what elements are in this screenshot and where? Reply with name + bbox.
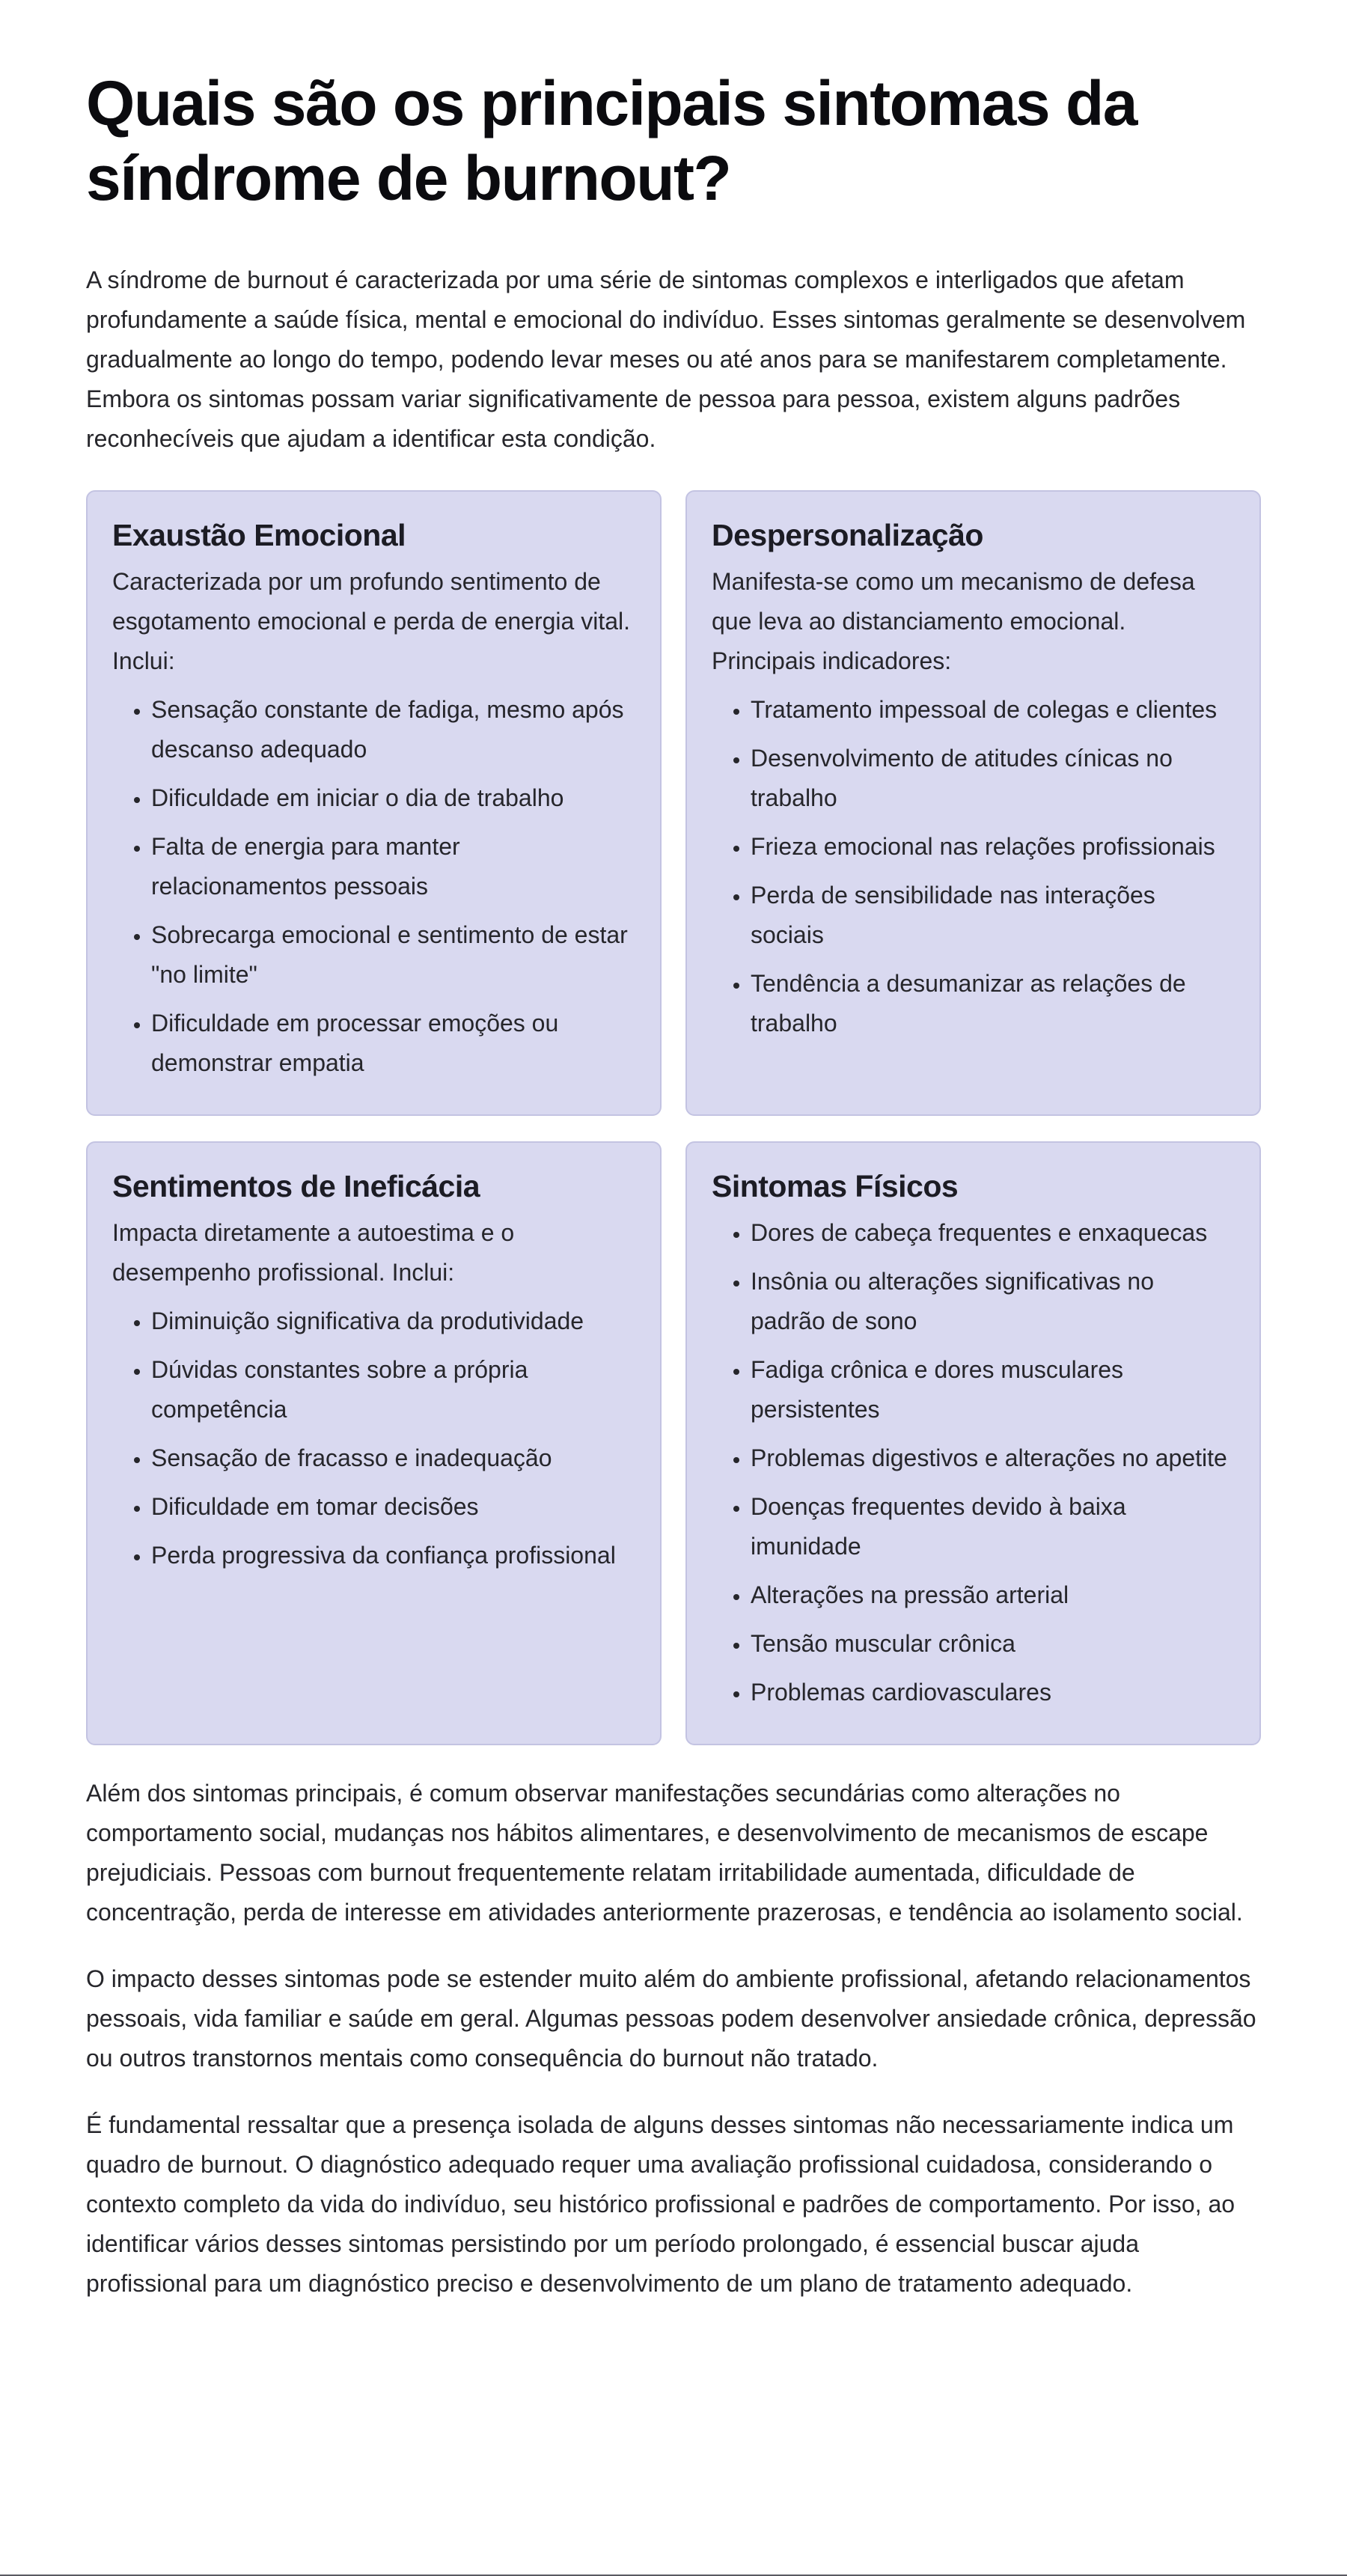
diagnosis-paragraph: É fundamental ressaltar que a presença isolada de alguns desses sintomas não necessariamente indica um quadro de burnout. O diagnóstico adequado requer uma avaliação profissional cuidadosa, considerando o contexto completo da vida do indivíduo, seu histórico profissional e padrões de comportamento. Por isso, ao identificar vários desses sintomas persistindo por um período prolongado, é essencial buscar ajuda profissional para um diagnóstico preciso e desenvolvimento de um plano de tratamento adequado. <box>86 2111 1235 2297</box>
list-item: • Tendência a desumanizar as relações de trabalho <box>751 964 1234 1043</box>
card-title: Sintomas Físicos <box>712 1169 959 1203</box>
card-despersonalizacao <box>685 490 1261 1116</box>
card-title: Despersonalização <box>712 518 983 552</box>
list-item: • Dificuldade em processar emoções ou demonstrar empatia <box>151 1004 635 1083</box>
list-item: • Desenvolvimento de atitudes cínicas no trabalho <box>751 739 1234 818</box>
secondary-symptoms-paragraph: Além dos sintomas principais, é comum observar manifestações secundárias como alterações no comportamento social, mudanças nos hábitos alimentares, e desenvolvimento de mecanismos de escape prejudiciais. Pessoas com burnout frequentemente relatam irritabilidade aumentada, dificuldade de concentração, perda de interesse em atividades anteriormente prazerosas, e tendência ao isolamento social. <box>86 1780 1243 1926</box>
list-item: • Falta de energia para manter relacionamentos pessoais <box>151 827 635 906</box>
list-item: • Tensão muscular crônica <box>751 1624 1234 1664</box>
list-item: • Sensação de fracasso e inadequação <box>151 1438 635 1478</box>
card-description: Manifesta-se como um mecanismo de defesa que leva ao distanciamento emocional. Principais indicadores: <box>712 568 1195 674</box>
list-item: • Problemas digestivos e alterações no apetite <box>751 1438 1234 1478</box>
list-item: • Alterações na pressão arterial <box>751 1575 1234 1615</box>
symptom-list <box>112 690 635 1083</box>
list-item: • Problemas cardiovasculares <box>751 1673 1234 1712</box>
symptom-list <box>112 1301 635 1575</box>
list-item: • Diminuição significativa da produtividade <box>151 1301 635 1341</box>
card-title: Exaustão Emocional <box>112 518 406 552</box>
list-item: • Insônia ou alterações significativas no padrão de sono <box>751 1262 1234 1341</box>
list-item: • Tratamento impessoal de colegas e clientes <box>751 690 1234 730</box>
list-item: • Perda progressiva da confiança profissional <box>151 1536 635 1575</box>
card-exaustao-emocional <box>86 490 662 1116</box>
impact-paragraph: O impacto desses sintomas pode se estender muito além do ambiente profissional, afetando relacionamentos pessoais, vida familiar e saúde em geral. Algumas pessoas podem desenvolver ansiedade crônica, depressão ou outros transtornos mentais como consequência do burnout não tratado. <box>86 1965 1256 2072</box>
symptom-list <box>712 1213 1234 1712</box>
list-item: • Perda de sensibilidade nas interações sociais <box>751 876 1234 955</box>
card-description: Caracterizada por um profundo sentimento de esgotamento emocional e perda de energia vital. Inclui: <box>112 568 630 674</box>
list-item: • Frieza emocional nas relações profissionais <box>751 827 1234 867</box>
list-item: • Doenças frequentes devido à baixa imunidade <box>751 1487 1234 1566</box>
list-item: • Dificuldade em iniciar o dia de trabalho <box>151 778 635 818</box>
card-sintomas-fisicos <box>685 1141 1261 1745</box>
card-description: Impacta diretamente a autoestima e o desempenho profissional. Inclui: <box>112 1219 515 1286</box>
symptom-cards-grid <box>86 490 1261 1745</box>
list-item: • Fadiga crônica e dores musculares persistentes <box>751 1350 1234 1429</box>
list-item: • Dores de cabeça frequentes e enxaquecas <box>751 1213 1234 1253</box>
card-sentimentos-de-ineficacia <box>86 1141 662 1745</box>
list-item: • Dúvidas constantes sobre a própria competência <box>151 1350 635 1429</box>
page-title: Quais são os principais sintomas da síndrome de burnout? <box>86 68 1137 213</box>
list-item: • Sensação constante de fadiga, mesmo após descanso adequado <box>151 690 635 769</box>
list-item: • Dificuldade em tomar decisões <box>151 1487 635 1527</box>
list-item: • Sobrecarga emocional e sentimento de estar "no limite" <box>151 915 635 995</box>
article <box>86 0 1261 2304</box>
intro-paragraph: A síndrome de burnout é caracterizada por uma série de sintomas complexos e interligados que afetam profundamente a saúde física, mental e emocional do indivíduo. Esses sintomas geralmente se desenvolvem gradualmente ao longo do tempo, podendo levar meses ou até anos para se manifestarem completamente. Embora os sintomas possam variar significativamente de pessoa para pessoa, existem alguns padrões reconhecíveis que ajudam a identificar esta condição. <box>86 266 1246 452</box>
card-title: Sentimentos de Ineficácia <box>112 1169 480 1203</box>
symptom-list <box>712 690 1234 1043</box>
